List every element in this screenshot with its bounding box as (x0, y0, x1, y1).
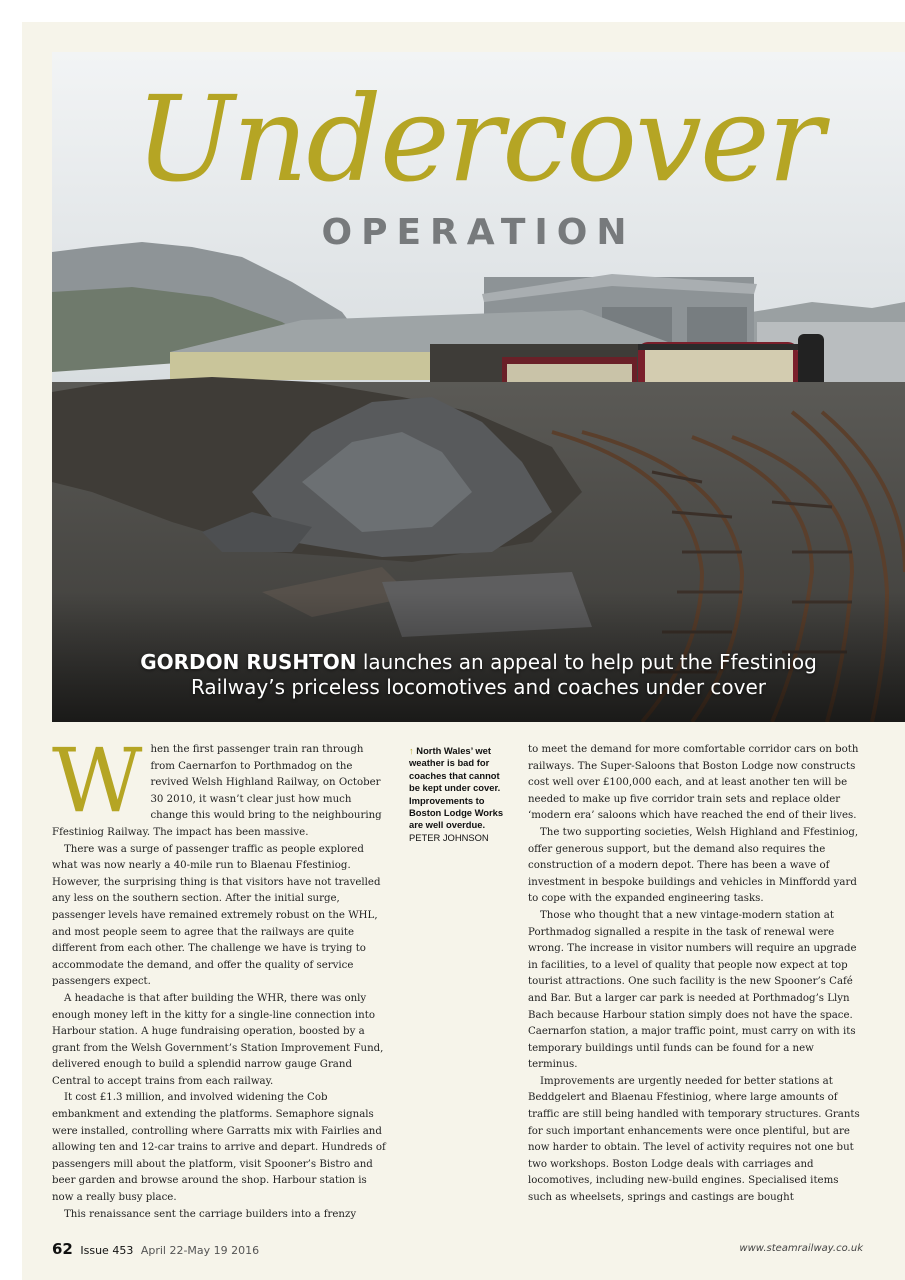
article-column-2 (528, 742, 864, 1207)
paragraph: There was a surge of passenger traffic as people explored what was now nearly a 40-mile run to Blaenau Ffestiniog. However, the surprising thing is that visitors have not travelled any less on the southern section. After the initial surge, passenger levels have remained extremely robust on the WHL, and most people seem to agree that the railways are quite different from each other. The challenge we have is trying to accommodate the demand, and offer the quality of service passengers expect. (52, 843, 381, 988)
subheadline: OPERATION (321, 212, 636, 253)
caption-text: North Wales’ wet weather is bad for coaches that cannot be kept under cover. Improvements to Boston Lodge Works are well overdue. (409, 745, 504, 831)
issue-date: April 22-May 19 2016 (140, 1244, 260, 1257)
arrow-up-icon: ↑ (409, 745, 414, 756)
author-name: GORDON RUSHTON (140, 650, 357, 674)
standfirst-line1: launches an appeal to help put the Ffestiniog (362, 650, 817, 674)
standfirst (52, 650, 905, 700)
paragraph: Those who thought that a new vintage-modern station at Porthmadog signalled a respite in the task of renewal were wrong. The increase in visitor numbers will require an upgrade in facilities, to a level of quality that people now expect at top tourist attractions. One such facility is the new Spooner’s Café and Bar. But a larger car park is needed at Porthmadog’s Llyn Bach because Harbour station simply does not have the space. Caernarfon station, a major traffic point, must carry on with its temporary buildings until funds can be found for a new terminus. (528, 909, 857, 1071)
issue-label: Issue 453 (80, 1244, 134, 1257)
paragraph: hen the first passenger train ran through from Caernarfon to Porthmadog on the revived Welsh Highland Railway, on October 30 2010, it wasn’t clear just how much change this would bring to the neighbouring Ffestiniog Railway. The impact has been massive. (52, 744, 382, 838)
paragraph: to meet the demand for more comfortable corridor cars on both railways. The Super-Saloons that Boston Lodge now constructs cost well over £100,000 each, and at least another ten will be needed to make up five corridor train sets and replace older ‘modern era’ saloons which have reached the end of their lives. (528, 744, 859, 822)
hero-photo (52, 52, 905, 722)
article-column-1 (52, 729, 390, 1223)
photo-caption (409, 745, 509, 844)
website-link[interactable]: www.steamrailway.co.uk (739, 1243, 863, 1254)
headline: Undercover (134, 70, 823, 208)
paragraph: Improvements are urgently needed for better stations at Beddgelert and Blaenau Ffestiniog, where large amounts of traffic are still being handled with temporary structures. Grants for such important enhancements were once plentiful, but are now harder to obtain. The level of activity requires not one but two workshops. Boston Lodge deals with carriages and locomotives, including new-build engines. Specialised items such as wheelsets, springs and castings are bought (528, 1075, 860, 1204)
standfirst-line2: Railway’s priceless locomotives and coaches under cover (190, 675, 767, 699)
drop-cap: W (52, 729, 143, 832)
paragraph: The two supporting societies, Welsh Highland and Ffestiniog, offer generous support, but the demand also requires the construction of a modern depot. There has been a wave of investment in bespoke buildings and vehicles in Minffordd yard to cope with the expanded engineering tasks. (528, 826, 859, 905)
photo-credit: PETER JOHNSON (409, 831, 489, 843)
paragraph: It cost £1.3 million, and involved widening the Cob embankment and extending the platforms. Semaphore signals were installed, controlling where Garratts mix with Fairlies and allowing ten and 12-car trains to arrive and depart. Hundreds of passengers mill about the platform, visit Spooner’s Bistro and beer garden and browse around the shop. Harbour station is now a really busy place. (52, 1092, 386, 1204)
page-number: 62 (52, 1240, 73, 1258)
paragraph: This renaissance sent the carriage builders into a frenzy (64, 1208, 357, 1220)
page-footer (52, 1240, 259, 1258)
paragraph: A headache is that after building the WHR, there was only enough money left in the kitty for a single-line connection into Harbour station. A huge fundraising operation, boosted by a grant from the Welsh Government’s Station Improvement Fund, delivered enough to build a splendid narrow gauge Grand Central to accept trains from each railway. (52, 992, 384, 1087)
